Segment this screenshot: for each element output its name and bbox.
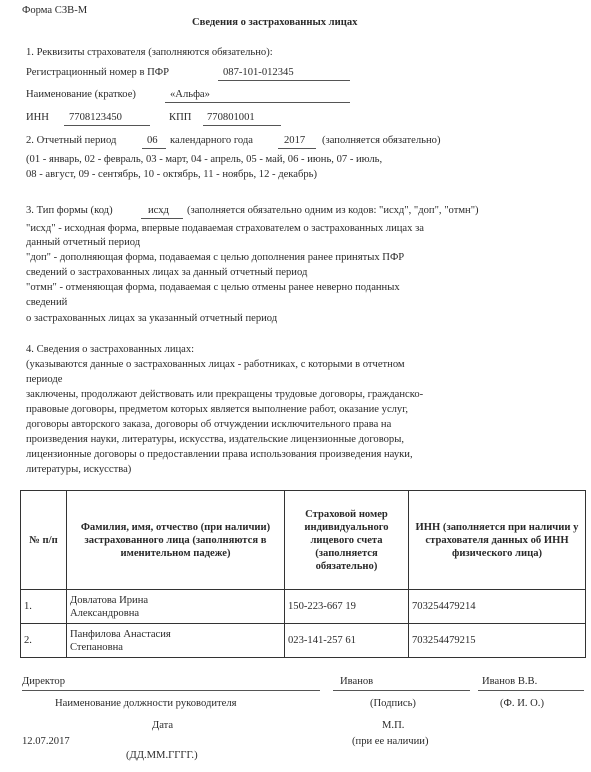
- period-required-note: (заполняется обязательно): [322, 135, 441, 146]
- form-type-desc-line: о застрахованных лицах за указанный отчетный период: [26, 313, 278, 324]
- insured-info-line: литературы, искусства): [26, 464, 132, 475]
- row-inn[interactable]: 703254479215: [409, 624, 586, 658]
- form-type-value[interactable]: исхд: [148, 205, 169, 216]
- signer-fullname[interactable]: Иванов В.В.: [482, 676, 538, 687]
- insured-info-line: правовые договоры, предметом которых является выполнение работ, оказание услуг,: [26, 404, 409, 415]
- reg-number-value[interactable]: 087-101-012345: [223, 67, 294, 78]
- date-label: Дата: [152, 720, 174, 731]
- short-name-underline: [165, 102, 350, 103]
- inn-label: ИНН: [26, 112, 49, 123]
- reg-number-label: Регистрационный номер в ПФР: [26, 67, 170, 78]
- form-title: Сведения о застрахованных лицах: [192, 17, 358, 28]
- col-header-inn: ИНН (заполняется при наличии у страхователя данных об ИНН физического лица): [409, 491, 586, 590]
- year-label: календарного года: [170, 135, 253, 146]
- stamp-note: (при ее наличии): [352, 736, 429, 747]
- insured-info-line: произведения науки, литературы, искусства, издательские лицензионные договоры,: [26, 434, 404, 445]
- insured-info-line: периоде: [26, 374, 63, 385]
- insured-persons-table: [20, 490, 586, 658]
- reg-number-underline: [218, 80, 350, 81]
- insured-info-line: лицензионные договоры о предоставлении права использования произведения науки,: [26, 449, 413, 460]
- inn-value[interactable]: 7708123450: [69, 112, 122, 123]
- stamp-label: М.П.: [382, 720, 405, 731]
- row-fullname[interactable]: [67, 624, 285, 658]
- date-value[interactable]: 12.07.2017: [22, 736, 70, 747]
- months-line-1: (01 - январь, 02 - февраль, 03 - март, 04 - апрель, 05 - май, 06 - июнь, 07 - июль,: [26, 154, 383, 165]
- form-type-note: (заполняется обязательно одним из кодов: "исхд", "доп", "отмн"): [187, 205, 479, 216]
- period-value[interactable]: 06: [147, 135, 158, 146]
- position-caption: Наименование должности руководителя: [55, 698, 237, 709]
- table-row: [21, 590, 586, 624]
- row-snils[interactable]: 023-141-257 61: [285, 624, 409, 658]
- form-type-desc-line: "доп" - дополняющая форма, подаваемая с целью дополнения ранее принятых ПФР: [26, 252, 405, 263]
- form-type-desc-line: "исхд" - исходная форма, впервые подаваемая страхователем о застрахованных лицах за: [26, 223, 424, 234]
- row-number: 2.: [21, 624, 67, 658]
- row-fullname-line: Панфилова Анастасия: [70, 628, 171, 640]
- insured-info-line: 4. Сведения о застрахованных лицах:: [26, 344, 195, 355]
- fio-underline: [478, 690, 584, 691]
- year-underline: [278, 148, 316, 149]
- position-underline: [22, 690, 320, 691]
- form-type-desc-line: данный отчетный период: [26, 237, 141, 248]
- signer-surname[interactable]: Иванов: [340, 676, 374, 687]
- col-header-fullname: Фамилия, имя, отчество (при наличии) застрахованного лица (заполняются в именительном падеже): [67, 491, 285, 590]
- row-inn[interactable]: 703254479214: [409, 590, 586, 624]
- kpp-label: КПП: [169, 112, 192, 123]
- short-name-label: Наименование (краткое): [26, 89, 136, 100]
- form-type-underline: [141, 218, 183, 219]
- form-type-desc-line: сведений: [26, 297, 68, 308]
- date-format-caption: (ДД.ММ.ГГГГ.): [126, 750, 198, 761]
- table-row: [21, 624, 586, 658]
- row-snils[interactable]: 150-223-667 19: [285, 590, 409, 624]
- period-underline: [142, 148, 166, 149]
- short-name-value[interactable]: «Альфа»: [170, 89, 210, 100]
- insured-info-line: (указываются данные о застрахованных лицах - работниках, с которыми в отчетном: [26, 359, 405, 370]
- row-fullname-line: Довлатова Ирина: [70, 594, 149, 606]
- form-type-desc-line: "отмн" - отменяющая форма, подаваемая с целью отмены ранее неверно поданных: [26, 282, 400, 293]
- months-line-2: 08 - август, 09 - сентябрь, 10 - октябрь, 11 - ноябрь, 12 - декабрь): [26, 169, 318, 180]
- row-fullname[interactable]: [67, 590, 285, 624]
- year-value[interactable]: 2017: [284, 135, 306, 146]
- insured-info-line: заключены, продолжают действовать или прекращены трудовые договоры, гражданско-: [26, 389, 424, 400]
- row-number: 1.: [21, 590, 67, 624]
- kpp-value[interactable]: 770801001: [207, 112, 255, 123]
- table-header-row: [21, 491, 586, 590]
- period-label: 2. Отчетный период: [26, 135, 117, 146]
- signature-underline: [333, 690, 470, 691]
- director-label: Директор: [22, 676, 65, 687]
- inn-underline: [64, 125, 150, 126]
- row-fullname-line: Степановна: [70, 641, 123, 653]
- insured-info-line: договоры авторского заказа, договоры об отчуждении исключительного права на: [26, 419, 392, 430]
- form-type-label: 3. Тип формы (код): [26, 205, 113, 216]
- fio-caption: (Ф. И. О.): [500, 698, 544, 709]
- kpp-underline: [203, 125, 281, 126]
- row-fullname-line: Александровна: [70, 607, 140, 619]
- col-header-number: № п/п: [21, 491, 67, 590]
- form-code: Форма СЗВ-М: [22, 5, 88, 16]
- section1-heading: 1. Реквизиты страхователя (заполняются обязательно):: [26, 47, 273, 58]
- form-type-desc-line: сведений о застрахованных лицах за данный отчетный период: [26, 267, 308, 278]
- col-header-snils: Страховой номер индивидуального лицевого счета (заполняется обязательно): [285, 491, 409, 590]
- signature-caption: (Подпись): [370, 698, 416, 709]
